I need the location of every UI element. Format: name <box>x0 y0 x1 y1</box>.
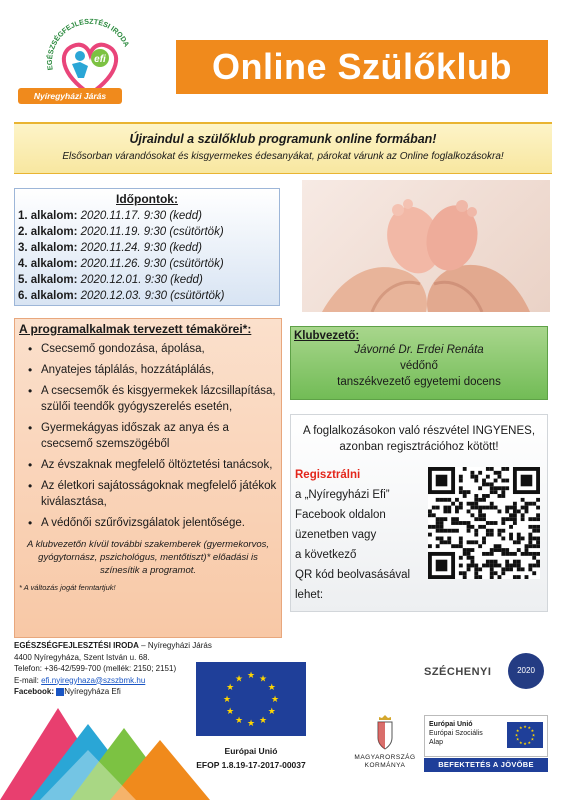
schedule-item: 6. alkalom: 2020.12.03. 9:30 (csütörtök) <box>18 290 225 302</box>
hands-holding-baby-feet-icon <box>302 180 550 312</box>
szechenyi-logo-text: SZÉCHENYI <box>424 666 492 678</box>
registration-box <box>290 414 548 612</box>
list-item: • A csecsemők és kisgyermekek lázcsillapítása, szülői teendők gyógyszerelés esetén, <box>15 383 281 415</box>
leader-role: védőnő <box>400 360 438 372</box>
eu-star-icon: ★ <box>518 725 523 731</box>
list-item: • Az életkori sajátosságoknak megfelelő játékok kiválasztása, <box>15 478 281 510</box>
topics-box <box>14 318 282 638</box>
eu-star-icon: ★ <box>530 736 535 742</box>
eu-star-icon: ★ <box>246 718 256 729</box>
eu-star-icon: ★ <box>267 682 276 693</box>
schedule-box <box>14 188 280 306</box>
logo-ribbon: Nyíregyházi Járás <box>18 88 122 104</box>
schedule-item: 5. alkalom: 2020.12.01. 9:30 (kedd) <box>18 274 203 286</box>
list-item: • A védőnői szűrővizsgálatok jelentősége. <box>15 515 281 531</box>
list-item: • Anyatejes táplálás, hozzátáplálás, <box>15 362 281 378</box>
schedule-item: 2. alkalom: 2020.11.19. 9:30 (csütörtök) <box>18 226 224 238</box>
topics-heading: A programalkalmak tervezett témakörei*: <box>19 322 252 336</box>
eu-social-fund-box: Európai Unió Európai Szociális Alap ★ ★ ★ ★ ★ ★ ★ ★ ★ ★ ★ ★ <box>424 715 548 757</box>
page-title: Online Szülőklub <box>176 40 548 94</box>
eu-star-icon: ★ <box>514 732 519 738</box>
list-item: • Az évszaknak megfelelő öltöztetési tanácsok, <box>15 457 281 473</box>
registration-notice: A foglalkozásokon való részvétel INGYENES, azonban regisztrációhoz kötött! <box>302 425 536 453</box>
government-label: MAGYARORSZÁG KORMÁNYA <box>354 754 416 769</box>
topics-footnote: * A változás jogát fenntartjuk! <box>19 583 116 592</box>
eu-mini-flag <box>507 722 543 748</box>
eu-star-icon: ★ <box>226 682 235 693</box>
schedule-item: 1. alkalom: 2020.11.17. 9:30 (kedd) <box>18 210 202 222</box>
eu-star-icon: ★ <box>222 694 232 705</box>
project-code: EFOP 1.8.19-17-2017-00037 <box>196 760 306 770</box>
topics-list <box>15 341 281 531</box>
list-item: • Csecsemő gondozása, ápolása, <box>15 341 281 357</box>
schedule-item: 3. alkalom: 2020.11.24. 9:30 (kedd) <box>18 242 202 254</box>
eu-star-icon: ★ <box>530 728 535 734</box>
eu-mini-stars-icon <box>507 722 543 748</box>
szechenyi-2020-icon: 2020 <box>508 653 544 689</box>
invest-slogan: BEFEKTETÉS A JÖVŐBE <box>424 758 548 772</box>
club-leader-box <box>290 326 548 400</box>
eu-star-icon: ★ <box>523 740 527 746</box>
eu-star-icon: ★ <box>234 673 244 684</box>
eu-star-icon: ★ <box>523 723 527 729</box>
logo-center-text: efi <box>94 54 106 65</box>
logo-arc-text: EGÉSZSÉGFEJLESZTÉSI IRODA <box>44 16 132 71</box>
address: 4400 Nyíregyháza, Szent István u. 68. <box>14 652 150 662</box>
eu-stars-icon <box>196 662 306 736</box>
eu-caption: Európai Unió EFOP 1.8.19-17-2017-00037 <box>196 746 306 770</box>
topics-note: A klubvezetőn kívül további szakemberek (gyermekorvos, gyógytornász, pszichológus, mentőtiszt)* előadási is színesítik a programot. <box>26 539 269 576</box>
eu-star-icon: ★ <box>527 725 532 731</box>
svg-text:EGÉSZSÉGFEJLESZTÉSI IRODA <box>45 17 132 71</box>
eu-star-icon: ★ <box>515 736 520 742</box>
schedule-item: 4. alkalom: 2020.11.26. 9:30 (csütörtök) <box>18 258 224 270</box>
eu-flag <box>196 662 306 736</box>
eu-star-icon: ★ <box>527 739 532 745</box>
eu-star-icon: ★ <box>531 732 536 738</box>
eu-star-icon: ★ <box>246 670 256 681</box>
eu-star-icon: ★ <box>270 694 280 705</box>
qr-code-icon[interactable] <box>428 467 540 579</box>
eu-star-icon: ★ <box>515 728 520 734</box>
facebook-link[interactable]: Nyíregyháza Efi <box>64 687 121 696</box>
eu-star-icon: ★ <box>258 714 268 725</box>
leader-name: Jávorné Dr. Erdei Renáta <box>354 344 484 356</box>
intro-text: Elsősorban várandósokat és kisgyermekes édesanyákat, párokat várunk az Online foglalkozásokra! <box>62 151 504 162</box>
schedule-heading: Időpontok: <box>116 192 178 206</box>
intro-box <box>14 122 552 174</box>
list-item: • Gyermekágyas időszak az anya és a csecsemő szemszögéből <box>15 420 281 452</box>
eu-star-icon: ★ <box>267 706 276 717</box>
eu-star-icon: ★ <box>518 739 523 745</box>
intro-headline: Újraindul a szülőklub programunk online formában! <box>129 132 437 146</box>
hungarian-crest-icon <box>360 712 410 752</box>
eu-star-icon: ★ <box>226 706 235 717</box>
eu-star-icon: ★ <box>258 673 268 684</box>
leader-role: tanszékvezető egyetemi docens <box>337 376 501 388</box>
leader-heading: Klubvezető: <box>294 330 360 342</box>
eu-star-icon: ★ <box>234 714 244 725</box>
phone: Telefon: +36-42/599-700 (mellék: 2150; 2151) <box>14 664 177 673</box>
org-name: EGÉSZSÉGFEJLESZTÉSI IRODA <box>14 641 139 650</box>
baby-feet-photo <box>302 180 550 312</box>
email-link[interactable]: efi.nyiregyhaza@szszbmk.hu <box>41 675 146 685</box>
contact-info: EGÉSZSÉGFEJLESZTÉSI IRODA – Nyíregyházi Járás 4400 Nyíregyháza, Szent István u. 68. Telefon: +36-42/599-700 (mellék: 2150; 2151) E-mail: efi.nyiregyhaza@szszbmk.hu Facebook: Nyíregyháza Efi <box>14 640 234 698</box>
registration-instructions: Regisztrálni a „Nyíregyházi Efi” Facebook oldalon üzenetben vagy a következő QR kód beolvasásával lehet: <box>295 469 411 601</box>
